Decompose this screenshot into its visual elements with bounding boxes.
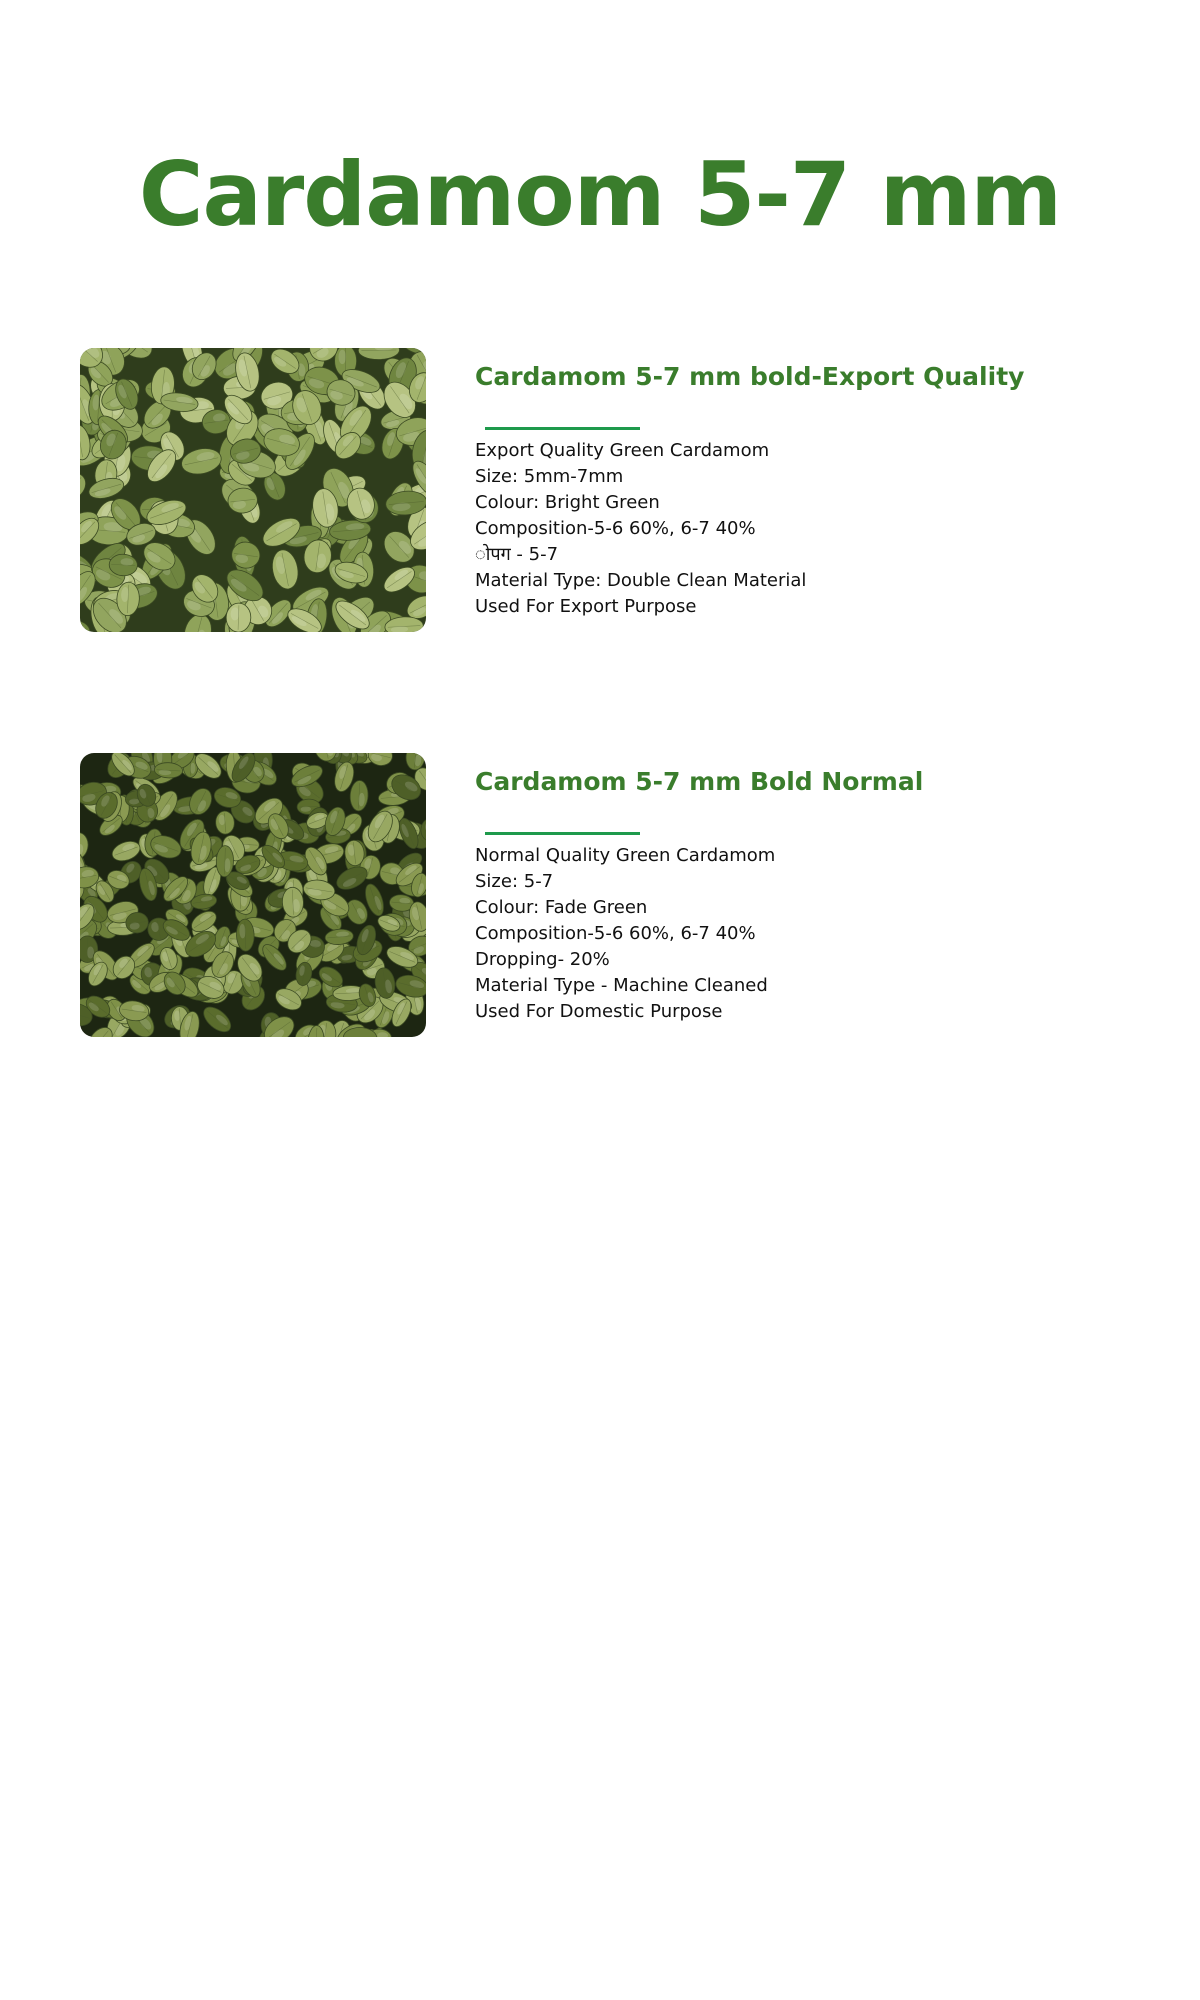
heading-divider [485,427,640,430]
heading-divider [485,832,640,835]
detail-line: Size: 5-7 [475,871,554,892]
detail-line: Normal Quality Green Cardamom [475,845,776,866]
product-image [80,753,426,1037]
detail-line: Export Quality Green Cardamom [475,440,770,461]
product-card-export [80,348,1120,638]
detail-line: Material Type - Machine Cleaned [475,975,768,996]
detail-line: Composition-5-6 60%, 6-7 40% [475,518,756,539]
detail-line: Used For Export Purpose [475,596,697,617]
product-card-normal [80,753,1120,1043]
detail-line: Composition-5-6 60%, 6-7 40% [475,923,756,944]
detail-line: Colour: Bright Green [475,492,660,513]
product-image [80,348,426,632]
product-details-list [475,843,775,1025]
product-details-list [475,438,806,620]
page-title: Cardamom 5-7 mm [138,143,1062,246]
detail-line: Dropping- 20% [475,949,610,970]
product-heading: Cardamom 5-7 mm Bold Normal [475,767,924,796]
cardamom-pods-image [80,753,426,1037]
detail-line: Material Type: Double Clean Material [475,570,807,591]
product-heading: Cardamom 5-7 mm bold-Export Quality [475,362,1025,391]
detail-line: Used For Domestic Purpose [475,1001,723,1022]
detail-line: Size: 5mm-7mm [475,466,624,487]
detail-line: ोपग - 5-7 [475,544,559,565]
detail-line: Colour: Fade Green [475,897,648,918]
cardamom-pods-image [80,348,426,632]
